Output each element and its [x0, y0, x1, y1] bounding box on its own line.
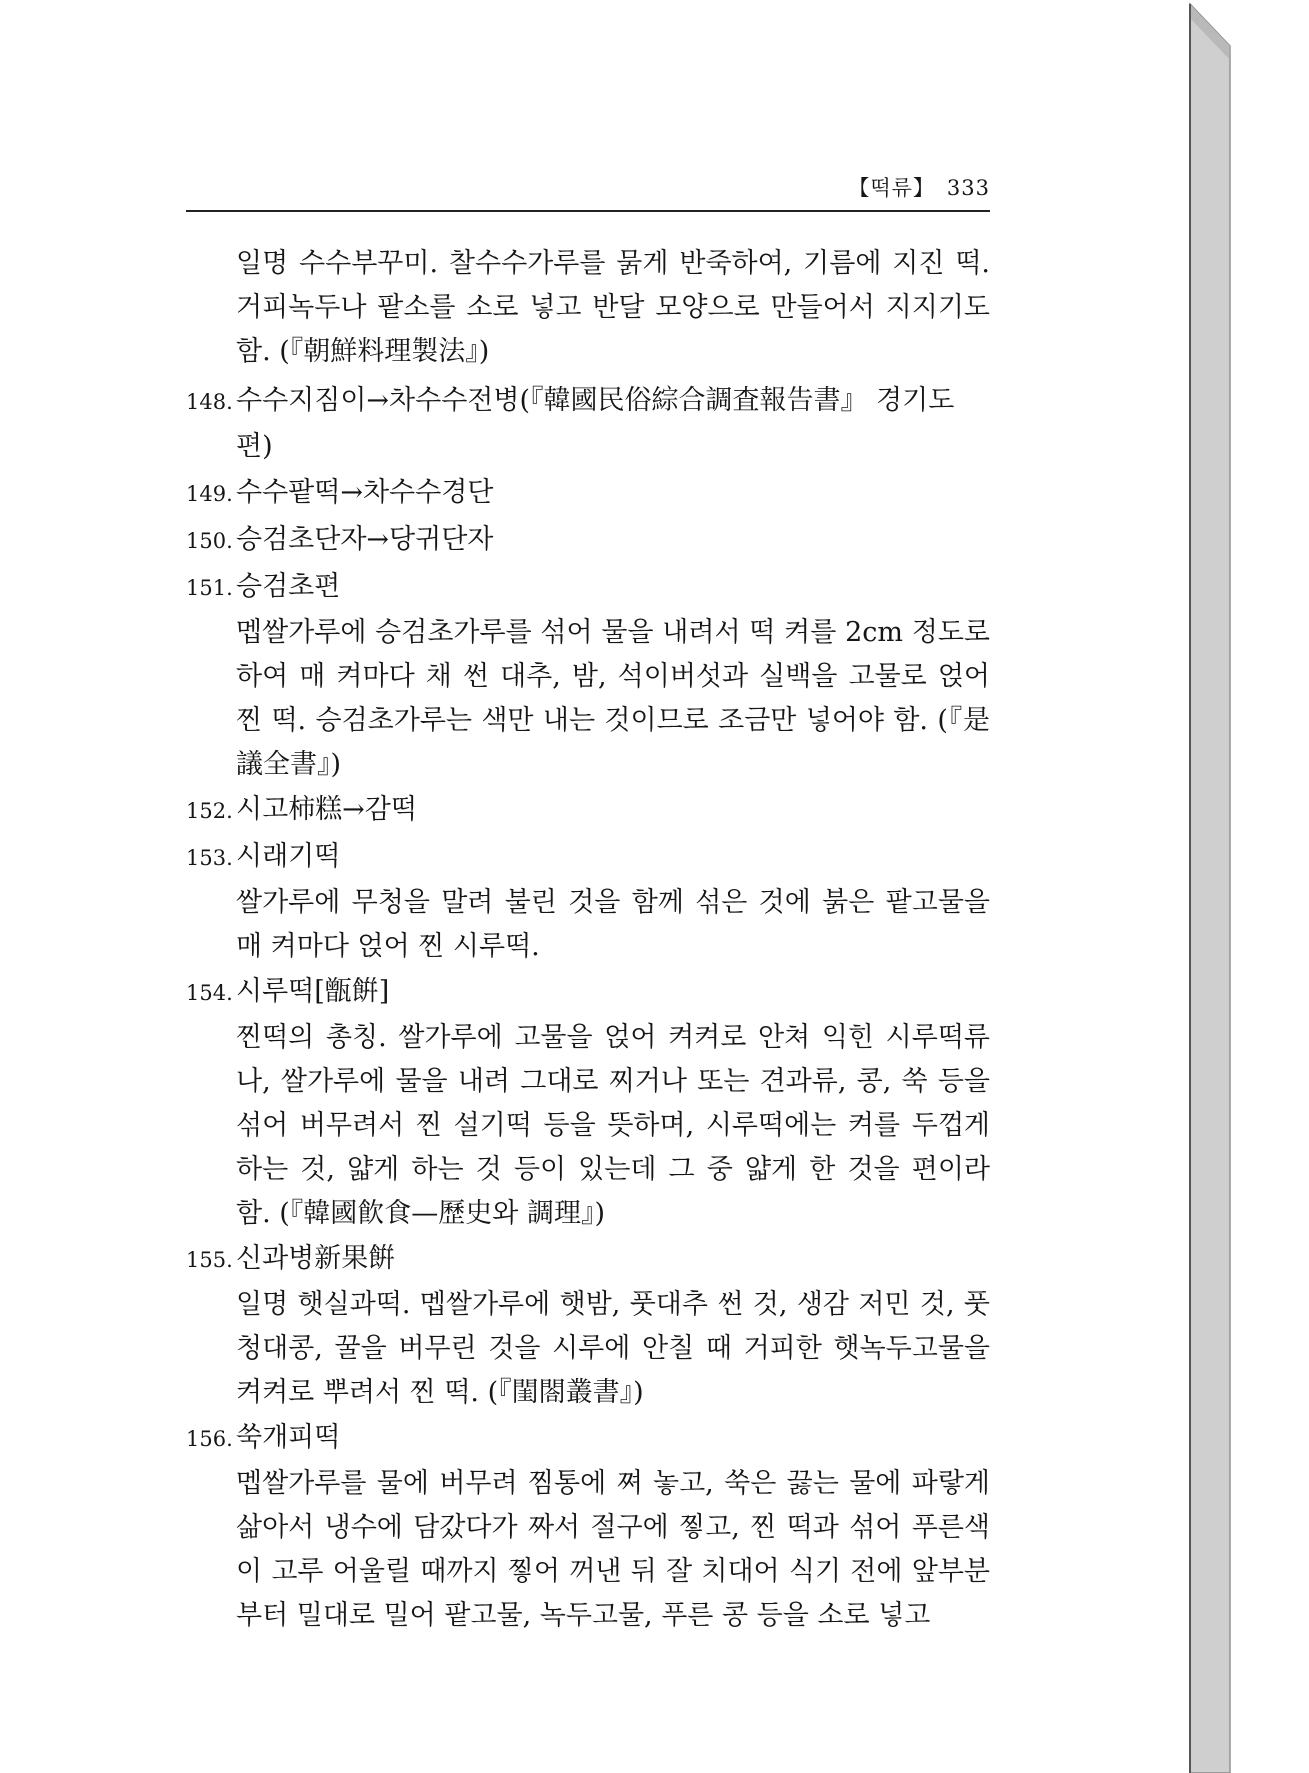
entry-number: 155.: [186, 1248, 233, 1272]
intro-paragraph: 일명 수수부꾸미. 찰수수가루를 묽게 반죽하여, 기름에 지진 떡. 거피녹두나 팥소를 소로 넣고 반달 모양으로 만들어서 지지기도 함. (『朝鮮料理製法』): [236, 248, 990, 367]
entry-number: 152.: [186, 799, 233, 823]
entry-151: [186, 564, 990, 787]
entry-title: 수수팥떡→차수수경단: [236, 477, 494, 508]
running-header: [186, 172, 990, 202]
entry-number: 153.: [186, 846, 233, 870]
entry-number: 149.: [186, 482, 233, 506]
entry-number: 148.: [186, 390, 233, 414]
section-title: 【떡류】: [848, 176, 935, 200]
entry-title: 신과병新果餠: [236, 1243, 396, 1274]
entry-heading: [186, 969, 990, 1016]
entry-149: [186, 470, 990, 517]
entry-title: 쑥개피떡: [236, 1422, 341, 1453]
entry-title: 시래기떡: [236, 841, 341, 872]
entry-154: [186, 969, 990, 1236]
entry-title: 수수지짐이→차수수전병(『韓國民俗綜合調査報告書』 경기도편): [236, 385, 955, 462]
entry-152: [186, 787, 990, 834]
entry-number: 154.: [186, 981, 233, 1005]
entry-150: [186, 517, 990, 564]
entry-heading: [186, 787, 990, 834]
entry-number: 156.: [186, 1427, 233, 1451]
header-rule: [186, 210, 990, 212]
entry-156: [186, 1415, 990, 1638]
entry-148: [186, 378, 990, 470]
entry-title: 시고柿糕→감떡: [236, 794, 417, 825]
page-content: [186, 242, 990, 1638]
entry-heading: [186, 470, 990, 517]
page-number: 333: [946, 176, 990, 200]
entry-heading: [186, 1236, 990, 1283]
entry-heading: [186, 1415, 990, 1462]
entry-heading: [186, 834, 990, 881]
entry-title: 승검초단자→당귀단자: [236, 524, 494, 555]
entry-body: 멥쌀가루를 물에 버무려 찜통에 쪄 놓고, 쑥은 끓는 물에 파랗게 삶아서 냉수에 담갔다가 짜서 절구에 찧고, 찐 떡과 섞어 푸른색이 고루 어울릴 때까지 찧어 꺼낸 뒤 잘 치대어 식기 전에 앞부분부터 밀대로 밀어 팥고물, 녹두고물, 푸른 콩 등을 소로 넣고: [236, 1468, 990, 1631]
entry-body: 일명 햇실과떡. 멥쌀가루에 햇밤, 풋대추 썬 것, 생감 저민 것, 풋청대콩, 꿀을 버무린 것을 시루에 안칠 때 거피한 햇녹두고물을 켜켜로 뿌려서 찐 떡. (『閨閤叢書』): [236, 1289, 990, 1408]
entry-153: [186, 834, 990, 969]
entry-title: 시루떡[甑餠]: [236, 976, 390, 1007]
entry-body: 쌀가루에 무청을 말려 불린 것을 함께 섞은 것에 붉은 팥고물을 매 켜마다 얹어 찐 시루떡.: [236, 887, 990, 962]
entry-body: 멥쌀가루에 승검초가루를 섞어 물을 내려서 떡 켜를 2cm 정도로 하여 매 켜마다 채 썬 대추, 밤, 석이버섯과 실백을 고물로 얹어 찐 떡. 승검초가루는 색만 내는 것이므로 조금만 넣어야 함. (『是議全書』): [236, 617, 990, 780]
entry-number: 150.: [186, 529, 233, 553]
entry-body: 찐떡의 총칭. 쌀가루에 고물을 얹어 켜켜로 안쳐 익힌 시루떡류나, 쌀가루에 물을 내려 그대로 찌거나 또는 견과류, 콩, 쑥 등을 섞어 버무려서 찐 설기떡 등을 뜻하며, 시루떡에는 켜를 두껍게 하는 것, 얇게 하는 것 등이 있는데 그 중 얇게 한 것을 편이라 함. (『韓國飮食—歷史와 調理』): [236, 1022, 990, 1229]
entry-title: 승검초편: [236, 571, 341, 602]
entry-number: 151.: [186, 576, 233, 600]
entry-heading: [186, 564, 990, 611]
entry-155: [186, 1236, 990, 1415]
entry-heading: [186, 378, 990, 470]
entry-heading: [186, 517, 990, 564]
